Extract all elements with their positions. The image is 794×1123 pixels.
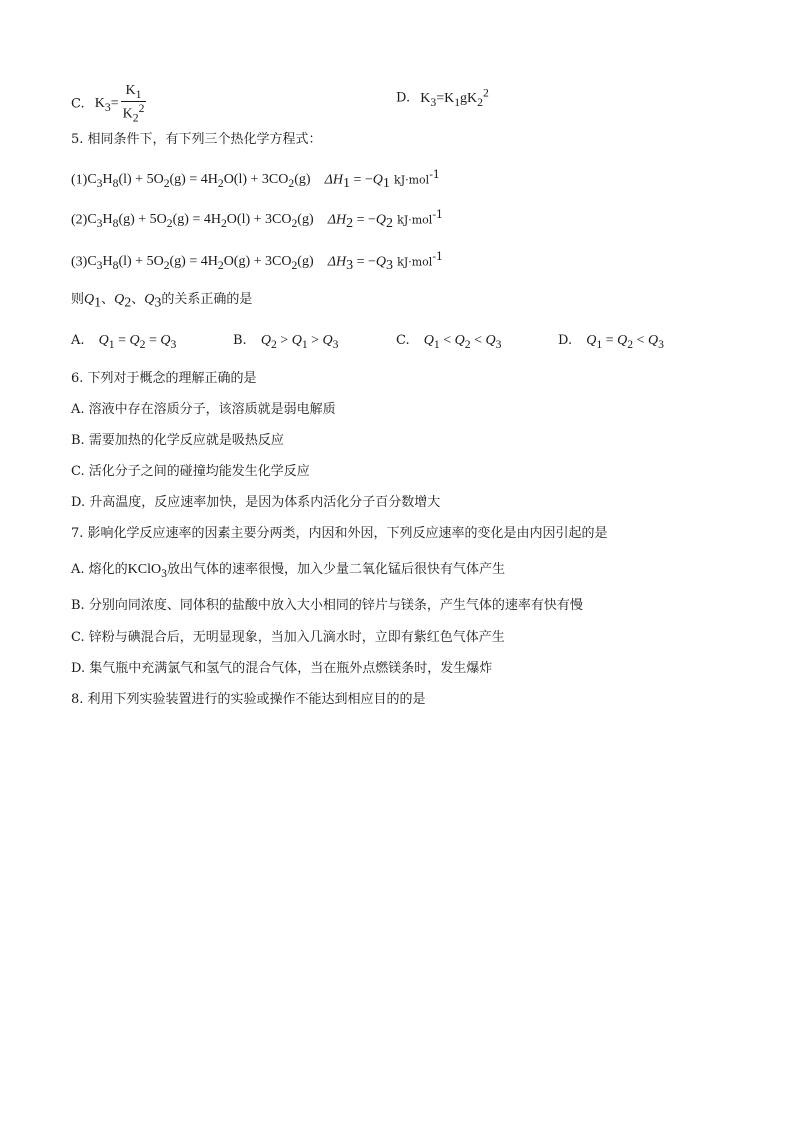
q7-option-d: D. 集气瓶中充满氯气和氢气的混合气体，当在瓶外点燃镁条时，发生爆炸 [71, 661, 493, 676]
q7-option-c: C. 锌粉与碘混合后，无明显现象，当加入几滴水时，立即有紫红色气体产生 [71, 630, 505, 645]
q5-question: 则$Q_1$、$Q_2$、$Q_3$的关系正确的是 [71, 292, 253, 311]
q6-option-d: D. 升高温度，反应速率加快，是因为体系内活化分子百分数增大 [71, 495, 441, 510]
q6-option-c: C. 活化分子之间的碰撞均能发生化学反应 [71, 464, 310, 479]
q8-stem: 8. 利用下列实验装置进行的实验或操作不能达到相应目的的是 [71, 692, 426, 707]
q5-option-a: A. $Q_1 = Q_2 = Q_3$ [71, 333, 177, 351]
q4-option-c-label: C. [71, 96, 85, 112]
q7-option-a: A. 熔化的KClO$_3$放出气体的速率很慢，加入少量二氧化锰后很快有气体产生 [71, 562, 505, 580]
q4-option-d-label: D. [396, 90, 411, 106]
q4-option-d [396, 84, 489, 111]
q5-equation-3: $(3)C_3H_8(l) + 5O_2(g) = 4H_2O(g) + 3CO_2(g) \Delta H_3 = -Q_3$ kJ·mol$^{-1}$ [71, 250, 444, 273]
q4-option-c [71, 84, 146, 124]
q5-stem: 5. 相同条件下，有下列三个热化学方程式： [71, 132, 322, 147]
q6-option-b: B. 需要加热的化学反应就是吸热反应 [71, 433, 284, 448]
q5-option-b: B. $Q_2 > Q_1 > Q_3$ [233, 333, 339, 351]
q5-option-c: C. $Q_1 < Q_2 < Q_3$ [396, 333, 502, 351]
q5-equation-2: $(2)C_3H_8(g) + 5O_2(g) = 4H_2O(l) + 3CO_2(g) \Delta H_2 = -Q_2$ kJ·mol$^{-1}$ [71, 208, 444, 231]
q5-option-d: D. $Q_1 = Q_2 < Q_3$ [558, 333, 664, 351]
q4-option-c-formula: $K_3=$ $\frac{K_1}{K_2^2}$ [94, 83, 145, 125]
q6-stem: 6. 下列对于概念的理解正确的是 [71, 371, 257, 386]
q6-option-a: A. 溶液中存在溶质分子，该溶质就是弱电解质 [71, 402, 336, 417]
q5-equation-1: $(1)C_3H_8(l) + 5O_2(g) = 4H_2O(l) + 3CO_2(g) \Delta H_1 = -Q_1$ kJ·mol$^{-1}$ [71, 168, 440, 191]
q7-option-b: B. 分别向同浓度、同体积的盐酸中放入大小相同的锌片与镁条，产生气体的速率有快有慢 [71, 598, 583, 613]
q4-option-d-formula: $K_3=K_1gK_2^2$ [420, 86, 489, 109]
q7-stem: 7. 影响化学反应速率的因素主要分两类，内因和外因，下列反应速率的变化是由内因引起的是 [71, 526, 608, 541]
